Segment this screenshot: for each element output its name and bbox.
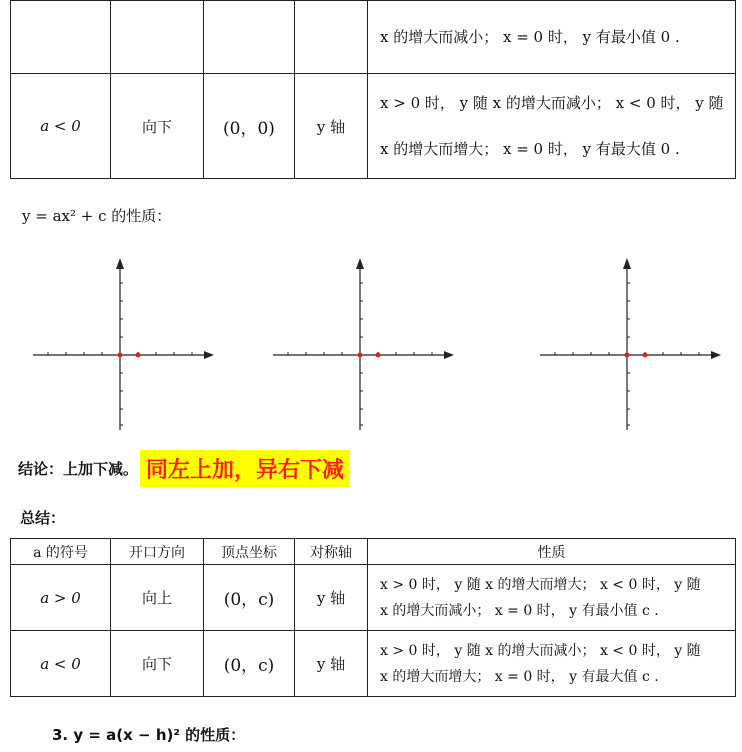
conclusion <box>18 450 350 487</box>
opening-cell: 向下 <box>111 74 204 179</box>
axis-cell: y 轴 <box>295 631 368 697</box>
table-row <box>11 631 736 697</box>
conclusion-label: 结论：上加下减。 <box>18 460 139 478</box>
header-axis: 对称轴 <box>295 539 368 565</box>
property-cell <box>368 565 736 631</box>
x-axis-arrow <box>444 351 454 359</box>
vertex-cell: (0，0) <box>204 74 295 179</box>
coordinate-axes-1 <box>28 255 218 435</box>
header-opening: 开口方向 <box>111 539 204 565</box>
property-cell <box>368 74 736 179</box>
coordinate-axes-3 <box>535 255 725 435</box>
empty-cell <box>204 1 295 74</box>
axis-cell: y 轴 <box>295 565 368 631</box>
y-axis-arrow <box>116 258 124 269</box>
property-line: x 的增大而减小； x = 0 时， y 有最小值 c . <box>380 602 659 619</box>
next-section-heading: 3. y = a(x − h)² 的性质： <box>52 726 246 744</box>
property-line: x 的增大而增大； x = 0 时， y 有最大值 0 . <box>380 140 680 158</box>
unit-point <box>136 353 141 358</box>
vertex-cell: (0，c) <box>204 565 295 631</box>
origin-point <box>358 353 363 358</box>
property-line: x > 0 时， y 随 x 的增大而减小； x < 0 时， y 随 <box>380 94 724 112</box>
property-line: x > 0 时， y 随 x 的增大而减小； x < 0 时， y 随 <box>380 642 701 659</box>
summary-table <box>10 538 736 697</box>
opening-cell: 向上 <box>111 565 204 631</box>
header-vertex: 顶点坐标 <box>204 539 295 565</box>
unit-point <box>643 353 648 358</box>
sign-cell: a < 0 <box>11 74 111 179</box>
property-cell <box>368 631 736 697</box>
summary-label: 总结： <box>20 509 66 527</box>
property-line: x > 0 时， y 随 x 的增大而增大； x < 0 时， y 随 <box>380 576 701 593</box>
conclusion-highlight: 同左上加，异右下减 <box>140 450 350 487</box>
y-axis-arrow <box>623 258 631 269</box>
section-heading-text: y = ax² + c 的性质： <box>22 207 172 225</box>
origin-point <box>625 353 630 358</box>
section-heading <box>22 205 171 226</box>
vertex-cell: (0，c) <box>204 631 295 697</box>
x-axis-arrow <box>711 351 721 359</box>
empty-cell <box>11 1 111 74</box>
property-table-top <box>10 0 736 179</box>
axis-cell: y 轴 <box>295 74 368 179</box>
unit-point <box>376 353 381 358</box>
empty-cell <box>111 1 204 74</box>
sign-cell: a > 0 <box>11 565 111 631</box>
y-axis-arrow <box>356 258 364 269</box>
coordinate-axes-2 <box>268 255 458 435</box>
origin-point <box>118 353 123 358</box>
property-line: x 的增大而增大； x = 0 时， y 有最大值 c . <box>380 668 659 685</box>
sign-cell: a < 0 <box>11 631 111 697</box>
property-text: x 的增大而减小； x = 0 时， y 有最小值 0 . <box>380 28 680 46</box>
header-sign: a 的符号 <box>11 539 111 565</box>
header-property: 性质 <box>368 539 736 565</box>
table-row <box>11 565 736 631</box>
x-axis-arrow <box>204 351 214 359</box>
property-cell <box>368 1 736 74</box>
empty-cell <box>295 1 368 74</box>
opening-cell: 向下 <box>111 631 204 697</box>
